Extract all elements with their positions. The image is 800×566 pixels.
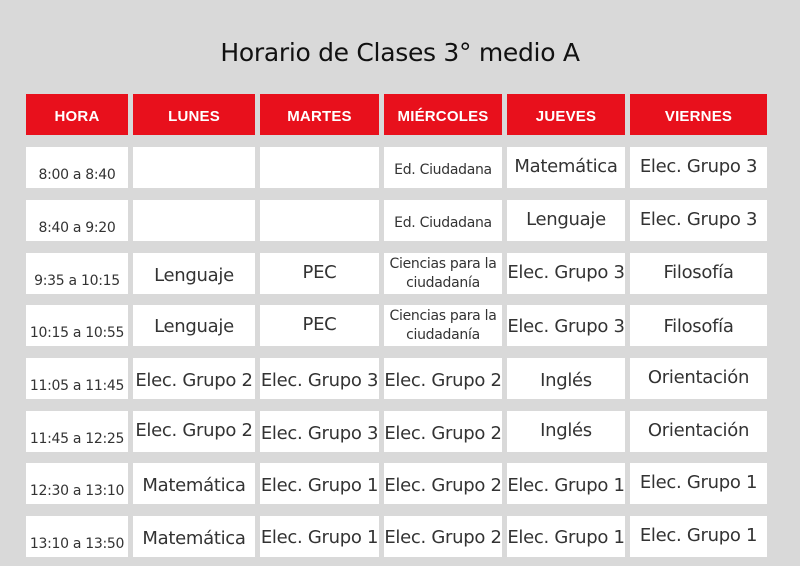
class-cell-lunes: Matemática — [133, 463, 255, 504]
class-cell-viernes: Filosofía — [630, 305, 767, 346]
class-cell-jueves: Inglés — [507, 411, 625, 452]
class-cell-martes — [260, 200, 379, 241]
class-cell-martes: Elec. Grupo 1 — [260, 463, 379, 504]
class-cell-lunes — [133, 147, 255, 188]
class-cell-miercoles: Elec. Grupo 2 — [384, 463, 502, 504]
class-cell-viernes: Elec. Grupo 1 — [630, 463, 767, 504]
class-cell-lunes: Lenguaje — [133, 253, 255, 294]
header-viernes: VIERNES — [630, 94, 767, 135]
header-miercoles: MIÉRCOLES — [384, 94, 502, 135]
class-cell-jueves: Elec. Grupo 3 — [507, 253, 625, 294]
class-cell-martes — [260, 147, 379, 188]
class-cell-jueves: Matemática — [507, 147, 625, 188]
class-cell-miercoles: Elec. Grupo 2 — [384, 358, 502, 399]
class-cell-martes: PEC — [260, 253, 379, 294]
time-cell: 13:10 a 13:50 — [26, 516, 128, 557]
header-hora: HORA — [26, 94, 128, 135]
class-cell-lunes: Elec. Grupo 2 — [133, 358, 255, 399]
class-cell-jueves: Inglés — [507, 358, 625, 399]
class-cell-martes: Elec. Grupo 3 — [260, 358, 379, 399]
time-cell: 8:00 a 8:40 — [26, 147, 128, 188]
class-cell-viernes: Filosofía — [630, 253, 767, 294]
class-cell-lunes — [133, 200, 255, 241]
class-cell-lunes: Lenguaje — [133, 305, 255, 346]
class-cell-viernes: Elec. Grupo 3 — [630, 200, 767, 241]
class-cell-viernes: Elec. Grupo 3 — [630, 147, 767, 188]
time-cell: 10:15 a 10:55 — [26, 305, 128, 346]
class-cell-jueves: Elec. Grupo 1 — [507, 463, 625, 504]
header-lunes: LUNES — [133, 94, 255, 135]
class-cell-viernes: Elec. Grupo 1 — [630, 516, 767, 557]
class-cell-miercoles: Elec. Grupo 2 — [384, 411, 502, 452]
time-cell: 9:35 a 10:15 — [26, 253, 128, 294]
class-cell-miercoles: Ed. Ciudadana — [384, 147, 502, 188]
class-cell-martes: PEC — [260, 305, 379, 346]
time-cell: 11:05 a 11:45 — [26, 358, 128, 399]
class-cell-jueves: Elec. Grupo 3 — [507, 305, 625, 346]
class-cell-jueves: Elec. Grupo 1 — [507, 516, 625, 557]
class-cell-viernes: Orientación — [630, 411, 767, 452]
time-cell: 12:30 a 13:10 — [26, 463, 128, 504]
header-martes: MARTES — [260, 94, 379, 135]
header-jueves: JUEVES — [507, 94, 625, 135]
class-cell-miercoles: Ciencias para la ciudadanía — [384, 253, 502, 294]
class-cell-miercoles: Ciencias para la ciudadanía — [384, 305, 502, 346]
class-cell-miercoles: Ed. Ciudadana — [384, 200, 502, 241]
class-cell-martes: Elec. Grupo 1 — [260, 516, 379, 557]
class-cell-miercoles: Elec. Grupo 2 — [384, 516, 502, 557]
class-cell-lunes: Elec. Grupo 2 — [133, 411, 255, 452]
class-cell-jueves: Lenguaje — [507, 200, 625, 241]
class-cell-martes: Elec. Grupo 3 — [260, 411, 379, 452]
class-cell-lunes: Matemática — [133, 516, 255, 557]
time-cell: 11:45 a 12:25 — [26, 411, 128, 452]
time-cell: 8:40 a 9:20 — [26, 200, 128, 241]
class-cell-viernes: Orientación — [630, 358, 767, 399]
page-title: Horario de Clases 3° medio A — [220, 38, 580, 67]
